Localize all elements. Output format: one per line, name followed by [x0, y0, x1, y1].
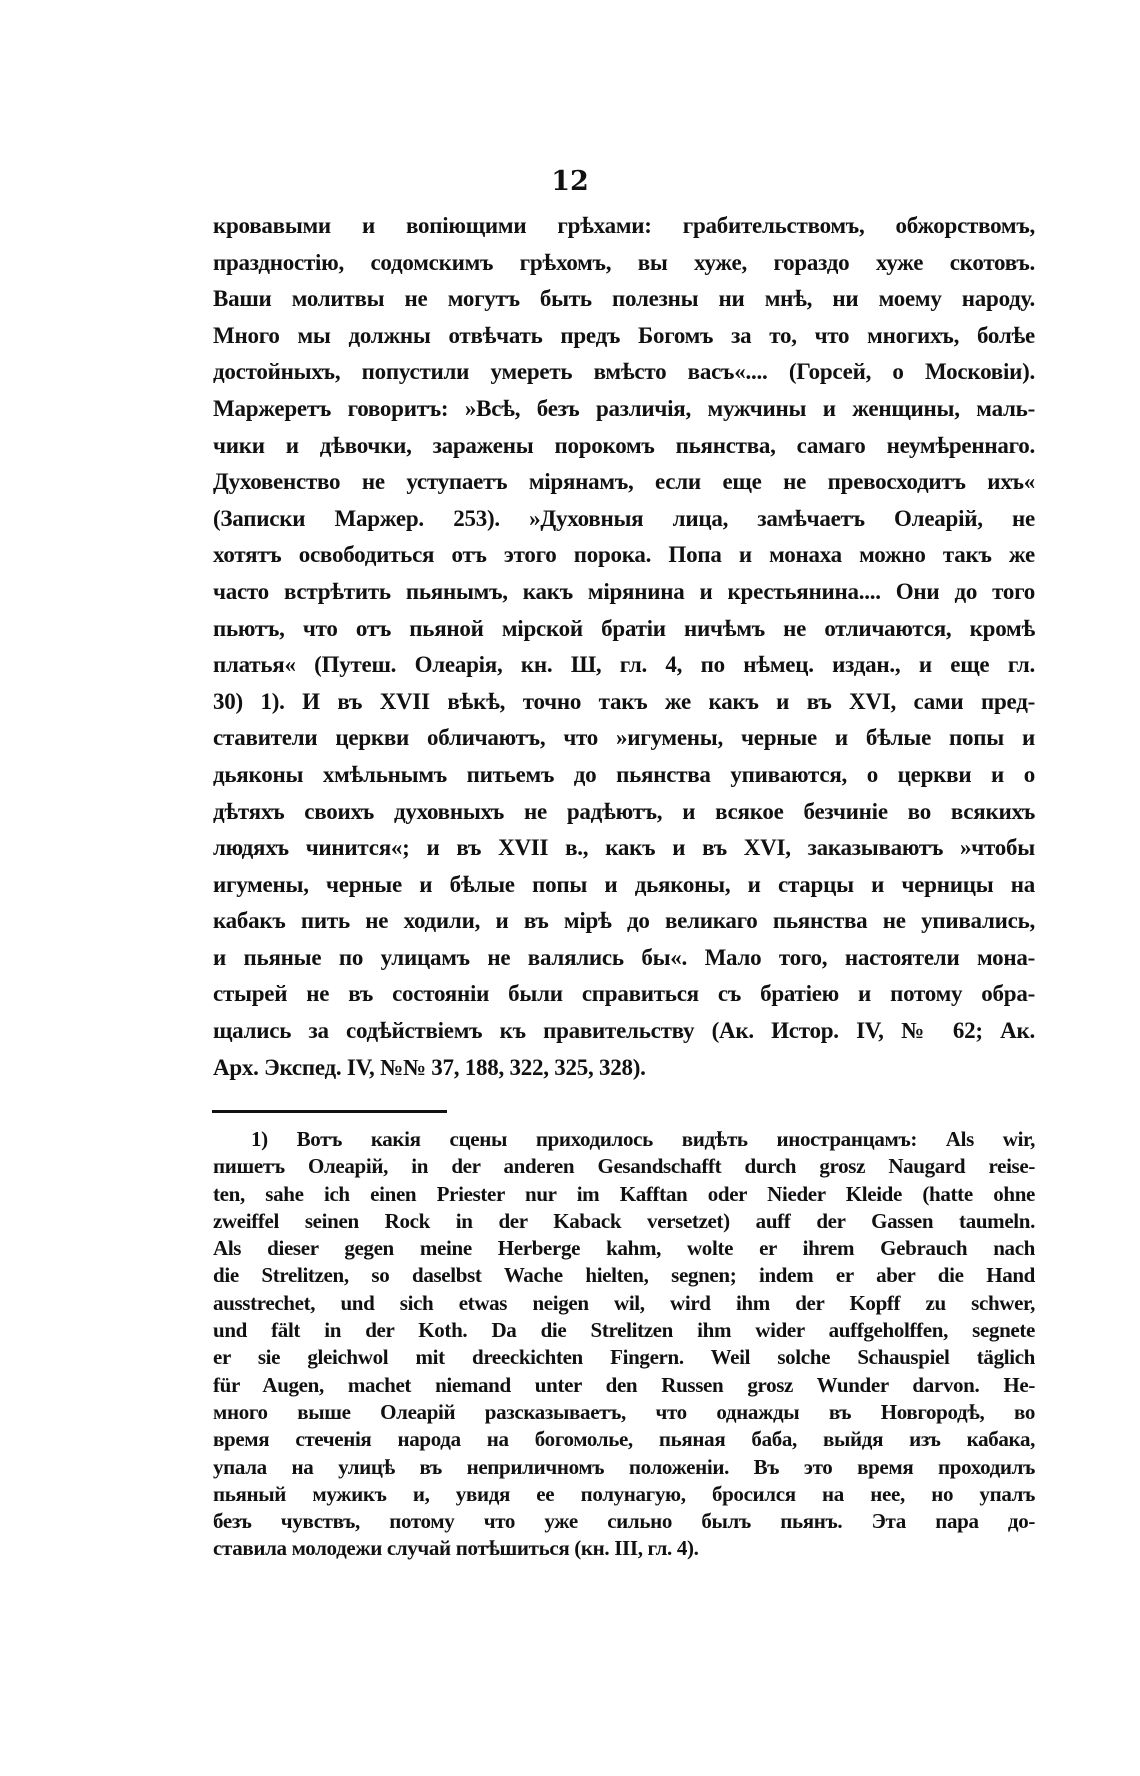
- footnote-line: zweiffel seinen Rock in der Kaback versetzet) auff der Gassen taumeln.: [213, 1208, 1035, 1233]
- text-line: и пьяные по улицамъ не валялись бы«. Мало того, настоятели мона-: [213, 944, 1035, 970]
- text-line: пьютъ, что отъ пьяной мірской братіи ничѣмъ не отличаются, кромѣ: [213, 615, 1035, 641]
- page-number: 12: [551, 166, 589, 197]
- text-line: кабакъ пить не ходили, и въ мірѣ до великаго пьянства не упивались,: [213, 908, 1035, 934]
- footnote-line: ausstrechet, und sich etwas neigen wil, wird ihm der Kopff zu schwer,: [213, 1290, 1035, 1315]
- footnote-divider: [212, 1110, 447, 1113]
- footnote-line: время стеченія народа на богомолье, пьяная баба, выйдя изъ кабака,: [213, 1427, 1035, 1452]
- text-line: ставители церкви обличаютъ, что »игумены, черные и бѣлые попы и: [213, 725, 1035, 751]
- footnote-line: пьяный мужикъ и, увидя ее полунагую, бросился на нее, но упалъ: [213, 1481, 1035, 1506]
- text-line: Духовенство не уступаетъ мірянамъ, если еще не превосходитъ ихъ«: [213, 469, 1035, 495]
- text-line: 30) 1). И въ XVII вѣкѣ, точно такъ же какъ и въ XVI, сами пред-: [213, 688, 1035, 714]
- text-line: кровавыми и вопіющими грѣхами: грабительствомъ, обжорствомъ,: [213, 213, 1035, 238]
- text-line: людяхъ чинится«; и въ XVII в., какъ и въ XVI, заказываютъ »чтобы: [213, 835, 1035, 861]
- main-text-block: [213, 208, 1035, 1086]
- text-line: (Записки Маржер. 253). »Духовныя лица, замѣчаетъ Олеарій, не: [213, 505, 1035, 531]
- text-line: щались за содѣйствіемъ къ правительству (Ак. Истор. IV, № 62; Ак.: [213, 1018, 1035, 1044]
- footnote-line: пишетъ Олеарій, in der anderen Gesandschafft durch grosz Naugard reise-: [213, 1154, 1035, 1179]
- footnote-line: ten, sahe ich einen Priester nur im Kafftan oder Nieder Kleide (hatte ohne: [213, 1181, 1035, 1206]
- footnote-line: упала на улицѣ въ неприличномъ положеніи. Въ это время проходилъ: [213, 1454, 1035, 1479]
- text-line: часто встрѣтить пьянымъ, какъ мірянина и крестьянина.... Они до того: [213, 578, 1035, 604]
- footnote-line: 1) Вотъ какія сцены приходилось видѣть иностранцамъ: Als wir,: [251, 1127, 1035, 1151]
- text-line: Много мы должны отвѣчать предъ Богомъ за то, что многихъ, болѣе: [213, 322, 1035, 348]
- footnote-line: много выше Олеарій разсказываетъ, что однажды въ Новгородѣ, во: [213, 1399, 1035, 1424]
- text-line: дѣтяхъ своихъ духовныхъ не радѣютъ, и всякое безчиніе во всякихъ: [213, 798, 1035, 824]
- footnote-block: [213, 1126, 1035, 1563]
- text-line: игумены, черные и бѣлые попы и дьяконы, и старцы и черницы на: [213, 871, 1035, 897]
- footnote-line: Als dieser gegen meine Herberge kahm, wolte er ihrem Gebrauch nach: [213, 1236, 1035, 1261]
- text-line: достойныхъ, попустили умереть вмѣсто васъ«.... (Горсей, о Московіи).: [213, 359, 1035, 385]
- footnote-line: ставила молодежи случай потѣшиться (кн. III, гл. 4).: [213, 1536, 699, 1561]
- footnote-line: für Augen, machet niemand unter den Russen grosz Wunder darvon. Не-: [213, 1372, 1035, 1397]
- text-line: Маржеретъ говоритъ: »Всѣ, безъ различія, мужчины и женщины, маль-: [213, 395, 1035, 421]
- text-line: стырей не въ состояніи были справиться съ братіею и потому обра-: [213, 981, 1035, 1007]
- footnote-line: безъ чувствъ, потому что уже сильно былъ пьянъ. Эта пара до-: [213, 1509, 1035, 1534]
- footnote-line: und fält in der Koth. Da die Strelitzen ihm wider auffgeholffen, segnete: [213, 1318, 1035, 1343]
- footnote-line: die Strelitzen, so daselbst Wache hielten, segnen; indem er aber die Hand: [213, 1263, 1035, 1288]
- text-line: чики и дѣвочки, заражены порокомъ пьянства, самаго неумѣреннаго.: [213, 432, 1035, 458]
- footnote-line: er sie gleichwol mit dreeckichten Fingern. Weil solche Schauspiel täglich: [213, 1345, 1035, 1370]
- text-line: праздностію, содомскимъ грѣхомъ, вы хуже, гораздо хуже скотовъ.: [213, 249, 1035, 275]
- text-line: дьяконы хмѣльнымъ питьемъ до пьянства упиваются, о церкви и о: [213, 761, 1035, 787]
- text-line: хотятъ освободиться отъ этого порока. Попа и монаха можно такъ же: [213, 542, 1035, 568]
- text-line: платья« (Путеш. Олеарія, кн. Ш, гл. 4, по нѣмец. издан., и еще гл.: [213, 652, 1035, 678]
- text-line: Арх. Экспед. IV, №№ 37, 188, 322, 325, 328).: [213, 1054, 646, 1080]
- text-line: Ваши молитвы не могутъ быть полезны ни мнѣ, ни моему народу.: [213, 286, 1035, 312]
